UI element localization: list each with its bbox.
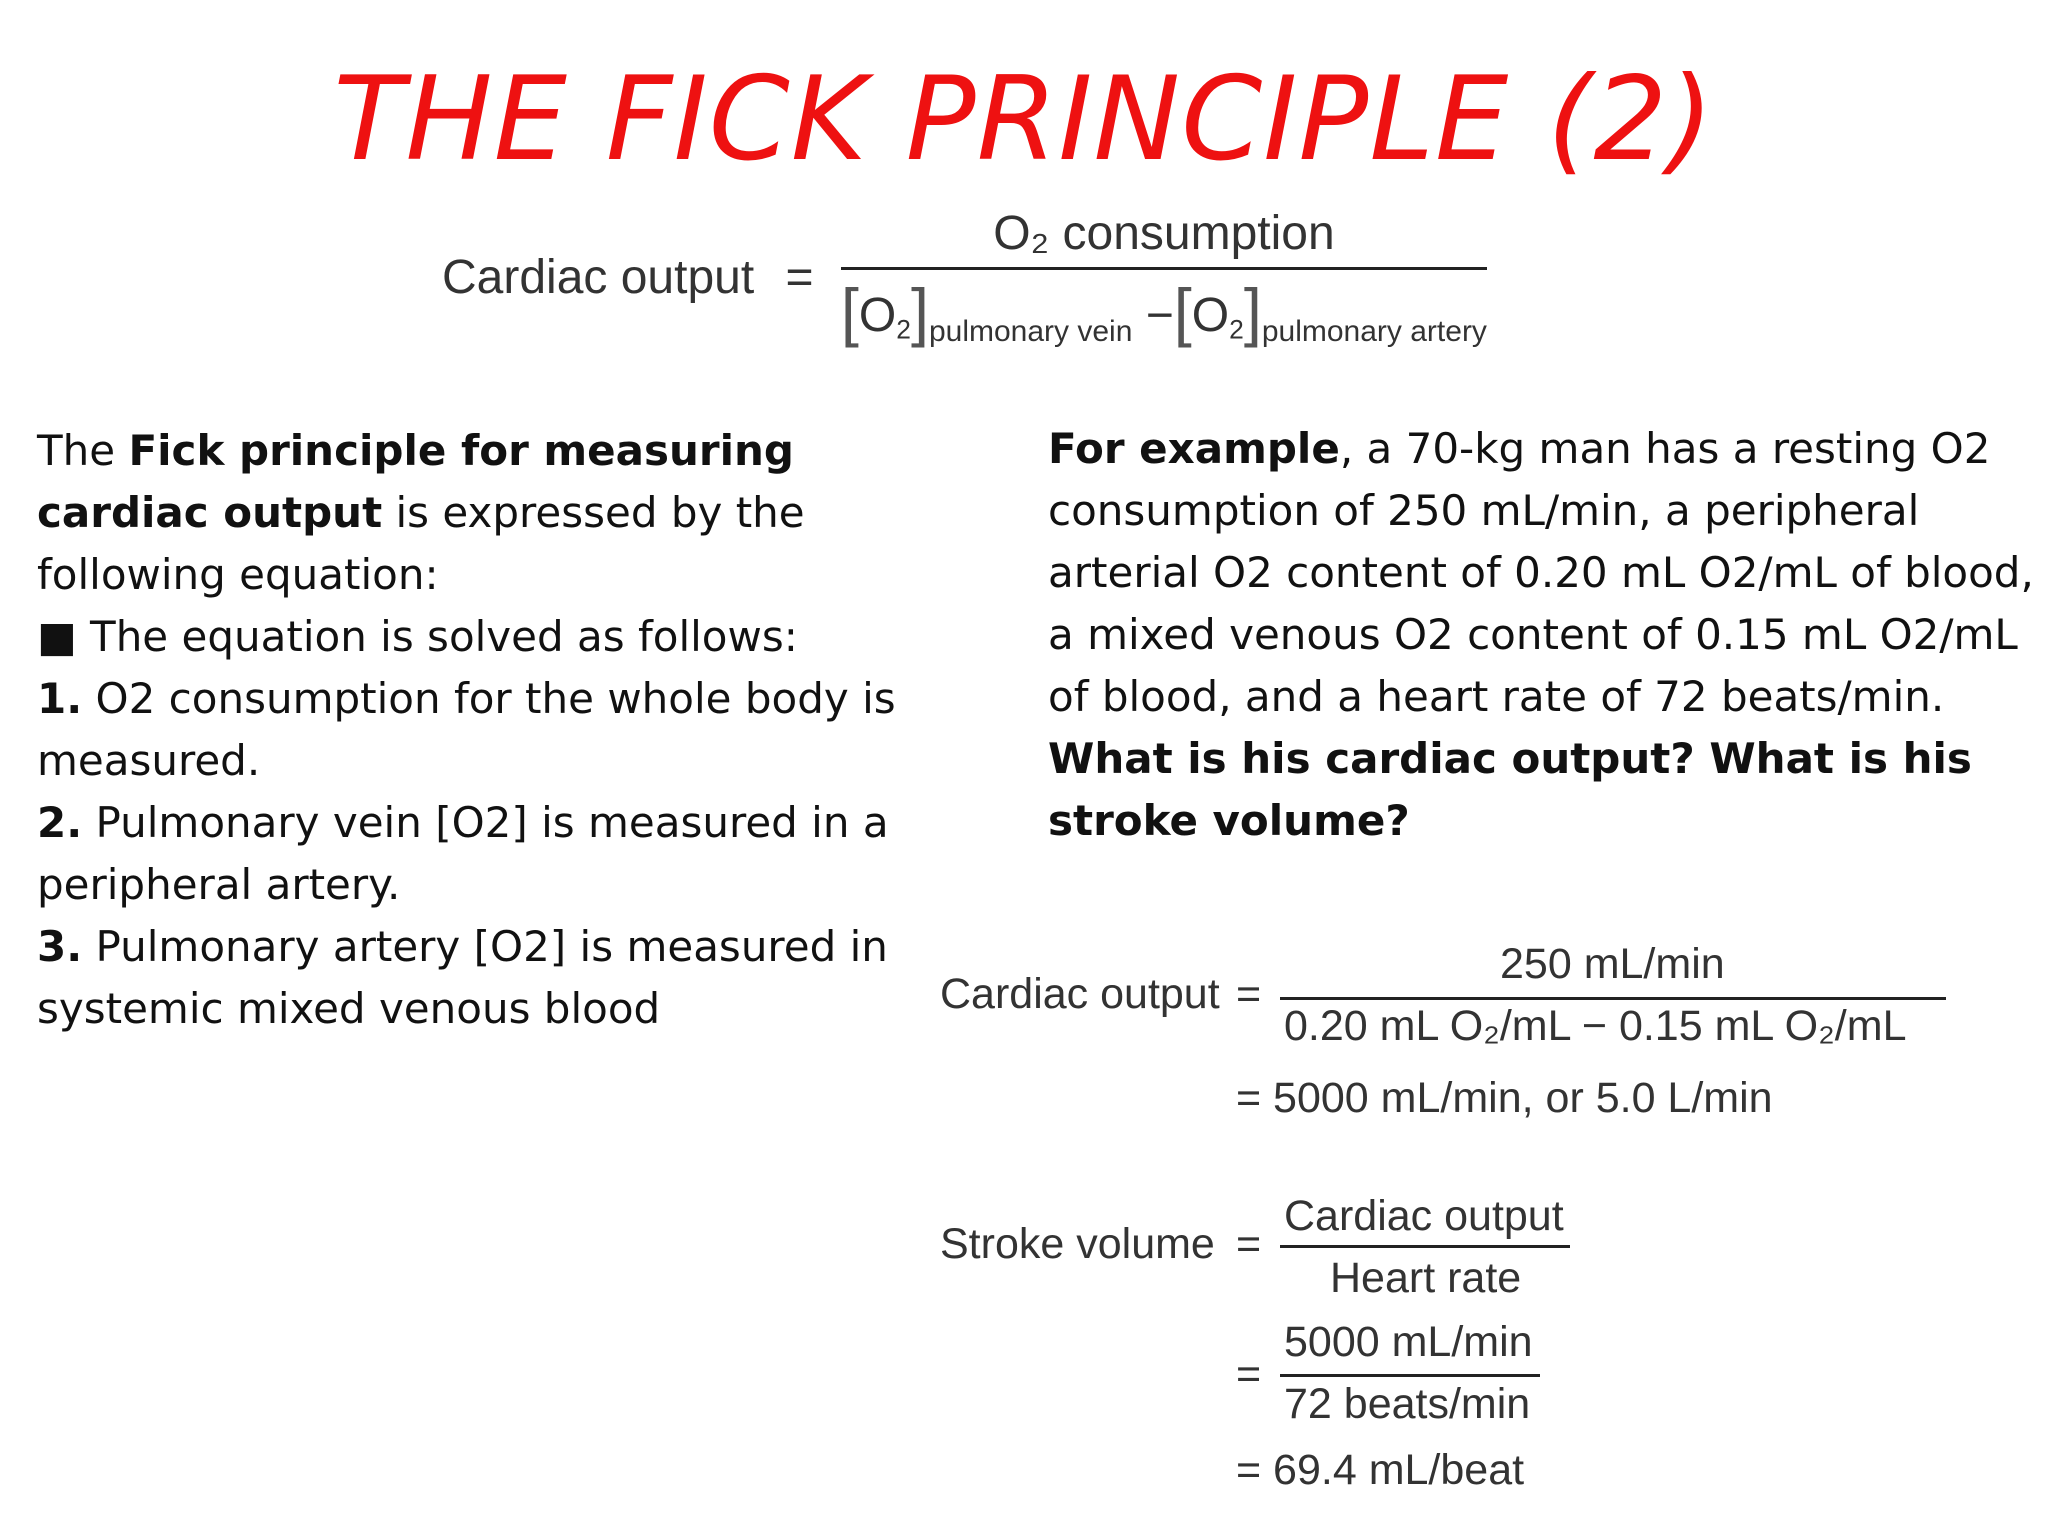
left-column bbox=[37, 420, 937, 1040]
equals-sign: = bbox=[785, 251, 814, 304]
equation-numerator: O₂ consumption bbox=[993, 207, 1335, 260]
example-paragraph: For example, a 70-kg man has a resting O2 consumption of 250 mL/min, a peripheral arterial O2 content of 0.20 mL O2/mL of blood, a mixed venous O2 content of 0.15 mL O2/mL of blood, and a heart rate of 72 beats/min. bbox=[1048, 424, 2034, 721]
sv-denominator-1: Heart rate bbox=[1330, 1254, 1522, 1302]
o2-subscript: 2 bbox=[896, 314, 911, 345]
o2-symbol-2: O bbox=[1191, 288, 1230, 342]
right-column bbox=[1048, 418, 2038, 852]
minus-sign: − bbox=[1145, 288, 1174, 342]
fick-principle-bold: Fick principle for measuring cardiac output bbox=[37, 426, 794, 537]
question-text: What is his cardiac output? What is his stroke volume? bbox=[1048, 734, 1972, 845]
example-bold: For example bbox=[1048, 424, 1340, 473]
co-fraction-bar bbox=[1280, 997, 1946, 1000]
sv-numerator-2: 5000 mL/min bbox=[1284, 1318, 1533, 1366]
sv-fraction-bar-1 bbox=[1280, 1245, 1570, 1248]
co-equals: = bbox=[1236, 970, 1262, 1018]
step-3: 3. Pulmonary artery [O2] is measured in systemic mixed venous blood bbox=[37, 922, 888, 1033]
sv-numerator-1: Cardiac output bbox=[1284, 1192, 1564, 1240]
sv-equals-2: = bbox=[1236, 1350, 1262, 1398]
slide-title: THE FICK PRINCIPLE (2) bbox=[333, 52, 1715, 187]
solve-heading: ■ The equation is solved as follows: bbox=[37, 612, 798, 661]
equation-fraction bbox=[841, 206, 1487, 349]
step-1: 1. O2 consumption for the whole body is measured. bbox=[37, 674, 896, 785]
sv-result: = 69.4 mL/beat bbox=[1236, 1446, 1525, 1494]
intro-paragraph: The Fick principle for measuring cardiac output is expressed by the following equation: bbox=[37, 426, 805, 599]
sv-denominator-2: 72 beats/min bbox=[1284, 1380, 1531, 1428]
equation-lhs: Cardiac output bbox=[442, 251, 755, 304]
fick-equation bbox=[442, 206, 1487, 349]
step-2: 2. Pulmonary vein [O2] is measured in a peripheral artery. bbox=[37, 798, 889, 909]
pulmonary-artery-subscript: pulmonary artery bbox=[1261, 314, 1487, 348]
co-lhs: Cardiac output bbox=[940, 970, 1220, 1018]
o2-subscript-2: 2 bbox=[1229, 314, 1244, 345]
co-result: = 5000 mL/min, or 5.0 L/min bbox=[1236, 1074, 1773, 1122]
co-numerator: 250 mL/min bbox=[1500, 940, 1725, 988]
sv-fraction-bar-2 bbox=[1280, 1374, 1540, 1377]
equation-denominator: $[O_2]_{pulmonary vein} -[O_2]_{pulmonary artery}$ bbox=[841, 267, 1487, 349]
o2-symbol: O bbox=[858, 288, 897, 342]
sv-lhs: Stroke volume bbox=[940, 1220, 1215, 1268]
pulmonary-vein-subscript: pulmonary vein bbox=[928, 314, 1133, 348]
co-denominator: 0.20 mL O₂/mL − 0.15 mL O₂/mL bbox=[1284, 1002, 1907, 1050]
sv-equals: = bbox=[1236, 1220, 1262, 1268]
